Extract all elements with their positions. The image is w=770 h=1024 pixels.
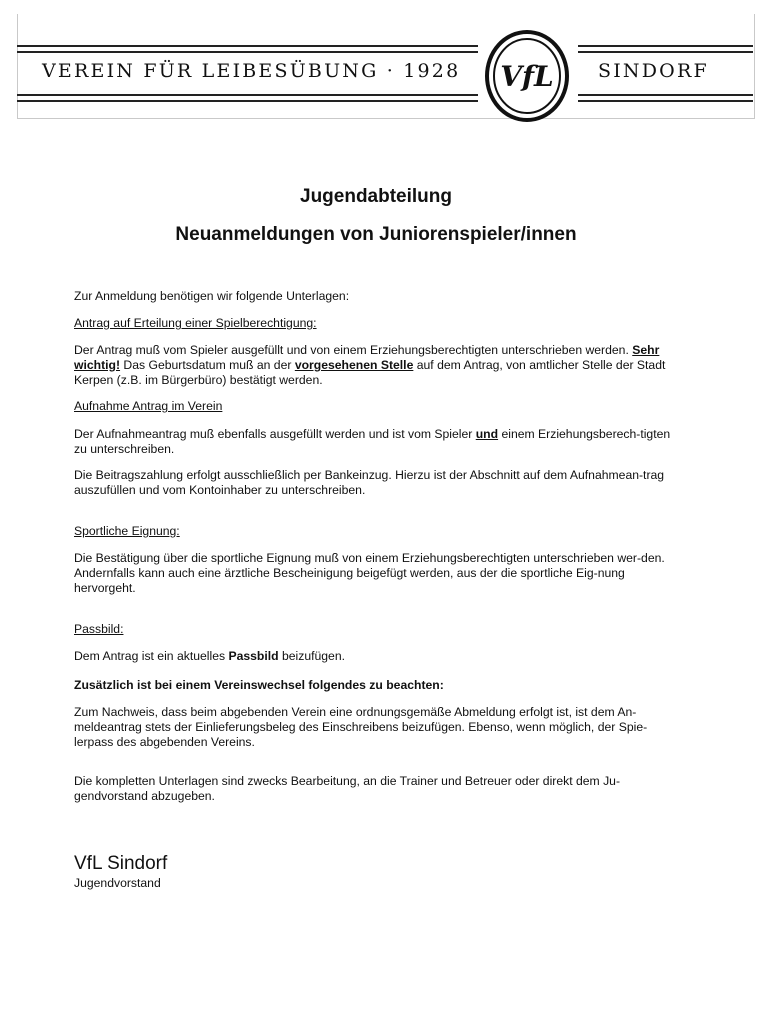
letterhead-rule-top-1 (17, 45, 753, 47)
section-spielberechtigung-heading: Antrag auf Erteilung einer Spielberechtigung: (74, 316, 317, 330)
birthdate-text-c: auf dem Antrag, von amtlicher Stelle der Stadt Kerpen (z.B. im Bürgerbüro) bestätigt werden. (74, 358, 666, 387)
important-note: Sehr wichtig! (74, 343, 660, 372)
birthdate-text-a: Das Geburtsdatum muß an der (120, 358, 295, 372)
signature-name: VfL Sindorf (74, 853, 168, 874)
section-aufnahme-heading: Aufnahme Antrag im Verein (74, 399, 223, 413)
and-emphasis: und (475, 427, 499, 441)
page-subtitle: Neuanmeldungen von Juniorenspieler/innen (175, 224, 577, 245)
section-spielberechtigung-text (74, 343, 684, 388)
section-passbild-heading: Passbild: (74, 622, 124, 636)
signature-role: Jugendvorstand (74, 876, 161, 890)
page-title: Jugendabteilung (300, 186, 452, 207)
passbild-emphasis: Passbild (228, 649, 279, 663)
passbild-text-a: Dem Antrag ist ein aktuelles (74, 649, 229, 663)
letterhead-rule-bottom-1 (17, 94, 753, 96)
section-passbild-text (74, 649, 684, 664)
vereinswechsel-heading: Zusätzlich ist bei einem Vereinswechsel folgendes zu beachten: (74, 678, 444, 692)
designated-field-emphasis: vorgesehenen Stelle (294, 358, 414, 372)
passbild-text-c: beizufügen. (278, 649, 345, 663)
section-aufnahme-text (74, 427, 684, 457)
club-name-banner: VEREIN FÜR LEIBESÜBUNG · 1928 (42, 60, 461, 82)
spielberechtigung-sentence-1: Der Antrag muß vom Spieler ausgefüllt und von einem Erziehungsberechtigten unterschrieben werden. (74, 343, 629, 357)
letterhead-rule-bottom-2 (17, 100, 753, 102)
club-town-banner: SINDORF (598, 60, 709, 82)
closing-text: Die kompletten Unterlagen sind zwecks Bearbeitung, an die Trainer und Betreuer oder direkt dem Ju-gendvorstand abzugeben. (74, 774, 621, 803)
aufnahme-text-c: einem Erziehungsberech-tigten zu unterschreiben. (74, 427, 671, 456)
vereinswechsel-text: Zum Nachweis, dass beim abgebenden Verein eine ordnungsgemäße Abmeldung erfolgt ist, ist dem An-meldeantrag stets der Einlieferungsbeleg des Einschreibens beizufügen. Ebenso, wenn möglich, der Spie-lerpass des abgebenden Vereins. (74, 705, 648, 749)
intro-text: Zur Anmeldung benötigen wir folgende Unterlagen: (74, 289, 350, 303)
section-eignung-text: Die Bestätigung über die sportliche Eignung muß von einem Erziehungsberechtigten unterschrieben wer-den. Andernfalls kann auch eine ärztliche Bescheinigung beigefügt werden, aus der die sportliche Eig-nung hervorgeht. (74, 551, 665, 595)
letterhead-rule-top-2 (17, 51, 753, 53)
logo-text: VfL (500, 60, 554, 93)
vfl-logo (479, 28, 575, 124)
aufnahme-text-a: Der Aufnahmeantrag muß ebenfalls ausgefüllt werden und ist vom Spieler (74, 427, 476, 441)
section-aufnahme-payment: Die Beitragszahlung erfolgt ausschließlich per Bankeinzug. Hierzu ist der Abschnitt auf dem Aufnahmean-trag auszufüllen und vom Kontoinhaber zu unterschreiben. (74, 468, 665, 497)
section-eignung-heading: Sportliche Eignung: (74, 524, 180, 538)
